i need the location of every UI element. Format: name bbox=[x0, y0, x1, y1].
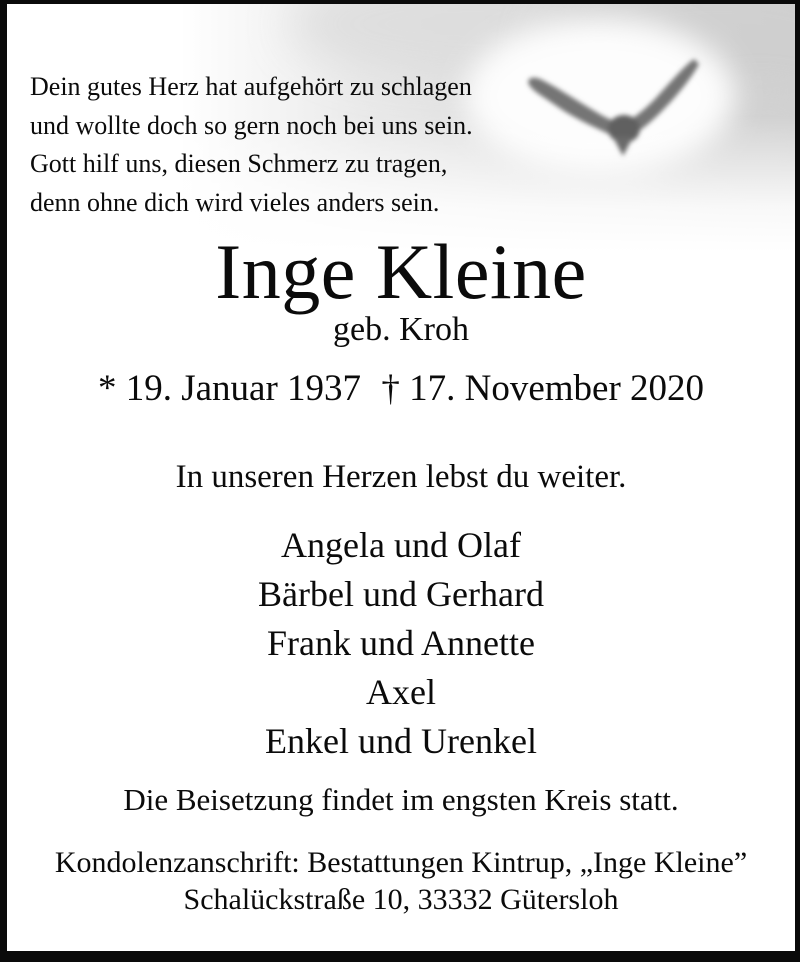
poem-line: Gott hilf uns, diesen Schmerz zu tragen, bbox=[30, 149, 448, 178]
memorial-line: In unseren Herzen lebst du weiter. bbox=[175, 459, 627, 495]
mourner-line: Enkel und Urenkel bbox=[265, 721, 537, 761]
poem-line: Dein gutes Herz hat aufgehört zu schlagen bbox=[30, 72, 472, 101]
death-date: † 17. November 2020 bbox=[381, 368, 705, 409]
mourner-line: Frank und Annette bbox=[267, 623, 535, 663]
mourners-list bbox=[7, 521, 795, 766]
poem-line: und wollte doch so gern noch bei uns sein. bbox=[30, 110, 473, 140]
life-dates bbox=[7, 367, 795, 411]
birth-name: geb. Kroh bbox=[333, 311, 469, 348]
mourner-line: Axel bbox=[366, 672, 436, 712]
deceased-name: Inge Kleine bbox=[215, 228, 587, 315]
condolence-line: Schalückstraße 10, 33332 Gütersloh bbox=[183, 882, 619, 916]
birth-date: * 19. Januar 1937 bbox=[97, 368, 362, 409]
mourner-line: Bärbel und Gerhard bbox=[258, 574, 544, 614]
poem-verse bbox=[30, 68, 473, 222]
condolence-line: Kondolenzanschrift: Bestattungen Kintrup, „Inge Kleine” bbox=[54, 846, 748, 879]
poem-line: denn ohne dich wird vieles anders sein. bbox=[30, 187, 440, 217]
mourner-line: Angela und Olaf bbox=[281, 525, 521, 565]
condolence-address bbox=[7, 845, 795, 918]
funeral-notice: Die Beisetzung findet im engsten Kreis statt. bbox=[123, 782, 679, 817]
